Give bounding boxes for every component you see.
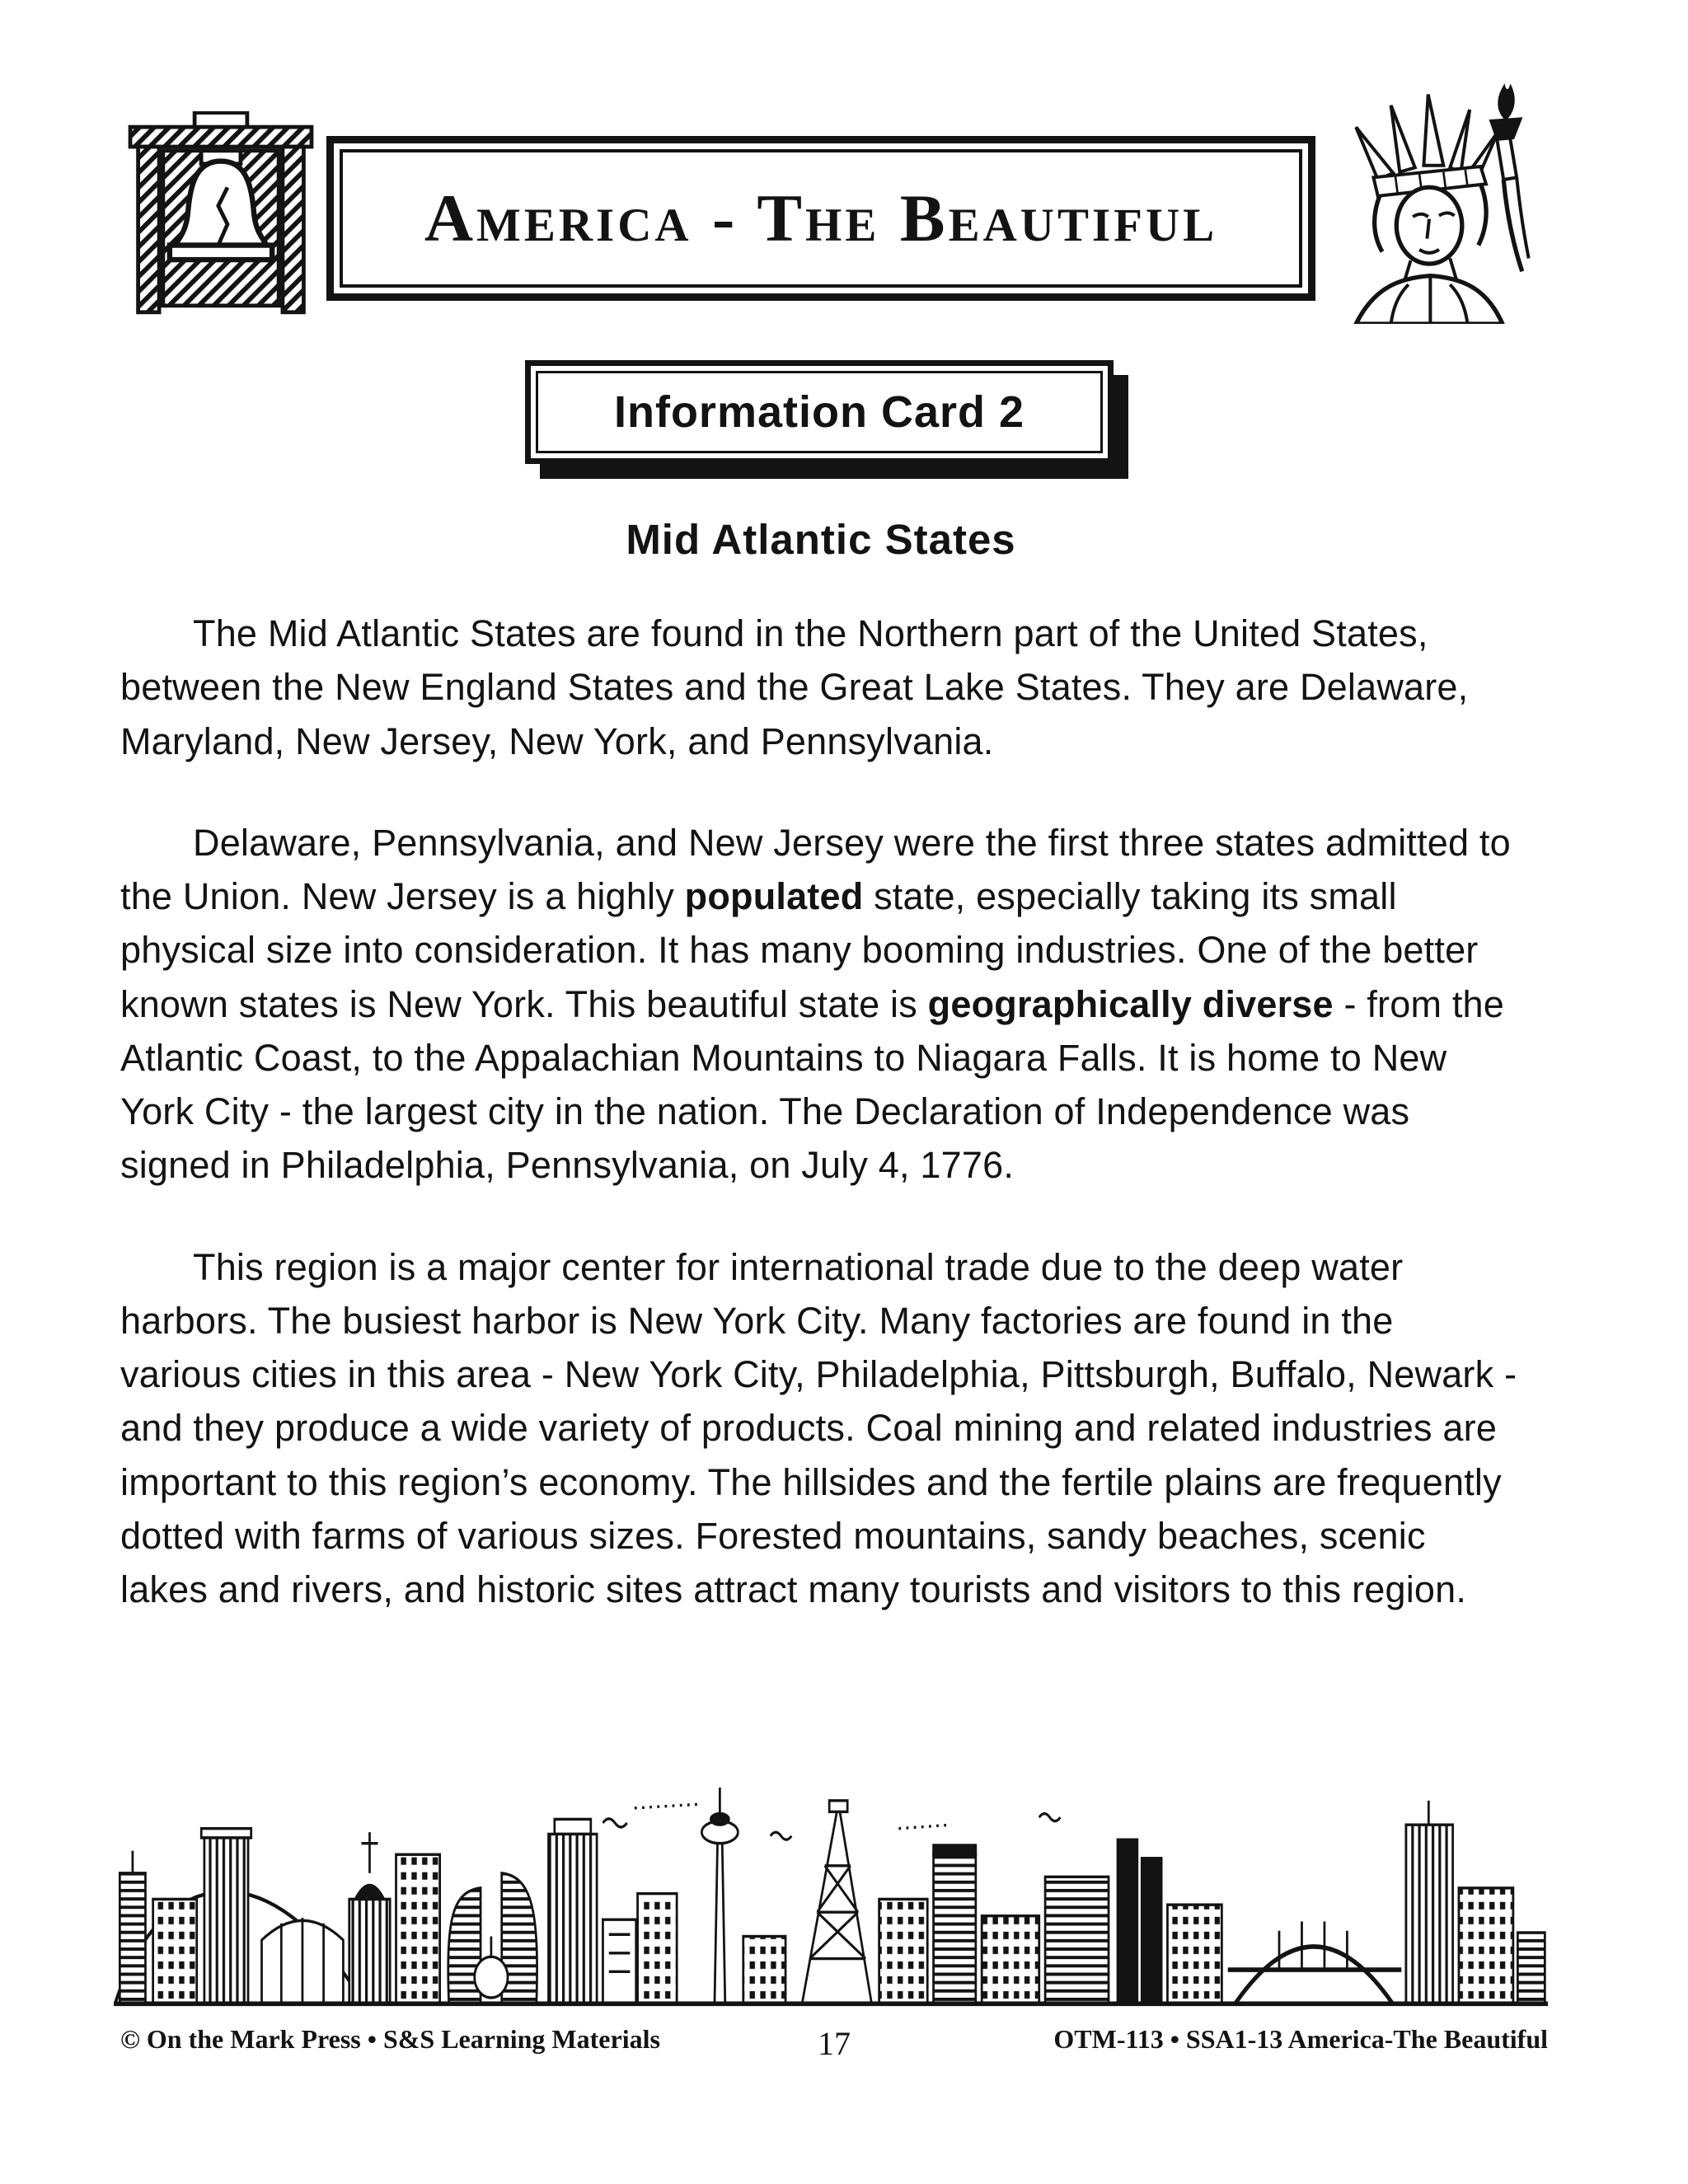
paragraph-2: Delaware, Pennsylvania, and New Jersey were the first three states admitted to the Union. New Jersey is a highly populated state, especially taking its small physical size into consideration. It has many booming industries. One of the better known states is New York. This beautiful state is geographically diverse - from the Atlantic Coast, to the Appalachian Mountains to Niagara Falls. It is home to New York City - the largest city in the nation. The Declaration of Independence was signed in Philadelphia, Pennsylvania, on July 4, 1776.	[120, 821, 1511, 1187]
banner-title: America - The Beautiful	[424, 180, 1218, 255]
banner-title-inner-border	[340, 149, 1302, 288]
liberty-bell-icon	[122, 111, 320, 321]
footer-product-code: OTM-113 • SSA1-13 America-The Beautiful	[1053, 2024, 1548, 2054]
banner-title-box	[326, 136, 1315, 301]
footer-publisher: © On the Mark Press • S&S Learning Materials	[120, 2024, 660, 2054]
article-heading: Mid Atlantic States	[626, 516, 1016, 563]
statue-of-liberty-icon	[1329, 73, 1543, 324]
article-body	[120, 515, 1522, 1664]
paragraph-1: The Mid Atlantic States are found in the Northern part of the United States, between the New England States and the Great Lake States. They are Delaware, Maryland, New Jersey, New York, and Pennsylvania.	[120, 612, 1469, 762]
city-skyline-illustration	[114, 1780, 1548, 2013]
information-card-inner-border	[536, 371, 1103, 453]
page-number: 17	[818, 2025, 851, 2062]
paragraph-3: This region is a major center for international trade due to the deep water harbors. The busiest harbor is New York City. Many factories are found in the various cities in this area - New York City, Philadelphia, Pittsburgh, Buffalo, Newark - and they produce a wide variety of products. Coal mining and related industries are important to this region’s economy. The hillsides and the fertile plains are frequently dotted with farms of various sizes. Forested mountains, sandy beaches, scenic lakes and rivers, and historic sites attract many tourists and visitors to this region.	[120, 1245, 1517, 1610]
information-card-title: Information Card 2	[613, 387, 1025, 437]
page-footer	[120, 2024, 1548, 2062]
information-card-box	[525, 360, 1114, 464]
